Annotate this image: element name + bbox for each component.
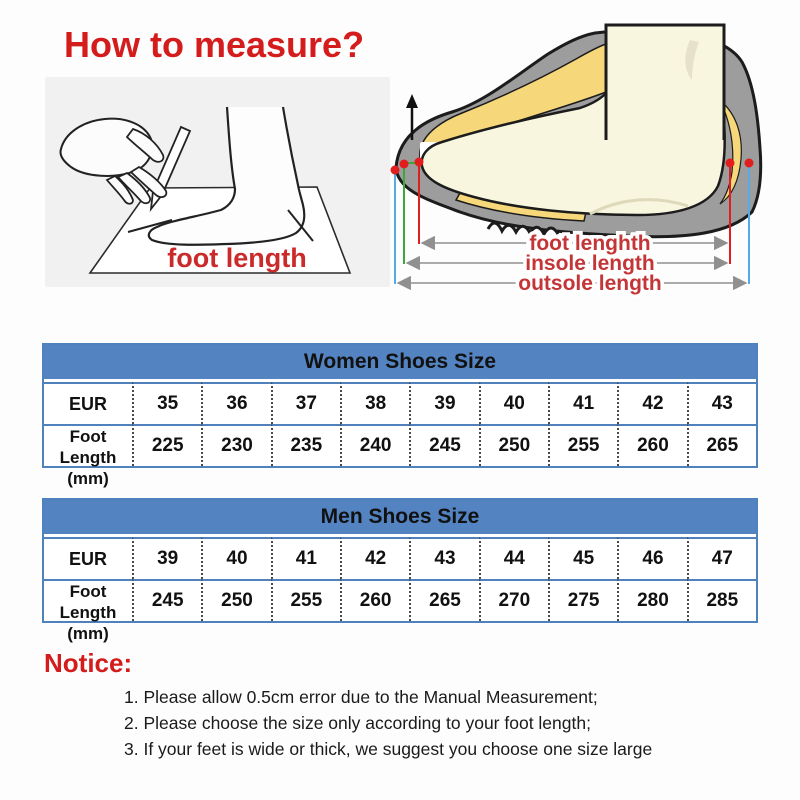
length-cell: 280 [617, 579, 686, 621]
length-cell: 265 [409, 579, 478, 621]
notice-list [124, 684, 652, 762]
row-header-line1: Foot Length [59, 582, 117, 622]
women-eur-row [44, 382, 756, 424]
foot-tracing-svg [45, 77, 390, 287]
outsole-length-label: outsole length [518, 272, 662, 295]
size-cell: 38 [340, 382, 409, 424]
men-eur-row [44, 537, 756, 579]
women-footlength-row [44, 424, 756, 466]
leg-shape [606, 25, 724, 140]
length-cell: 235 [271, 424, 340, 466]
size-cell: 41 [548, 382, 617, 424]
hand-illustration [60, 119, 166, 204]
length-cell: 250 [479, 424, 548, 466]
length-cell: 245 [409, 424, 478, 466]
size-cell: 44 [479, 537, 548, 579]
length-cell: 275 [548, 579, 617, 621]
length-cell: 255 [271, 579, 340, 621]
row-header-eur: EUR [44, 537, 132, 579]
length-cell: 260 [617, 424, 686, 466]
row-header-line1: Foot Length [59, 427, 117, 467]
notice-heading: Notice: [44, 648, 133, 678]
length-cell: 255 [548, 424, 617, 466]
foot-length-caption: foot length [167, 243, 307, 273]
length-cell: 250 [201, 579, 270, 621]
notice-item: 1. Please allow 0.5cm error due to the Manual Measurement; [124, 687, 598, 707]
size-cell: 39 [132, 537, 201, 579]
size-cell: 36 [201, 382, 270, 424]
row-header-line2: (mm) [67, 469, 109, 488]
length-cell: 285 [687, 579, 756, 621]
length-cell: 265 [687, 424, 756, 466]
men-table-title: Men Shoes Size [44, 500, 756, 537]
size-cell: 35 [132, 382, 201, 424]
row-header-foot-length [44, 579, 132, 643]
size-cell: 43 [687, 382, 756, 424]
shoe-cross-section-diagram [390, 0, 800, 300]
size-cell: 47 [687, 537, 756, 579]
size-cell: 40 [479, 382, 548, 424]
size-cell: 42 [340, 537, 409, 579]
men-footlength-row [44, 579, 756, 621]
length-cell: 245 [132, 579, 201, 621]
women-size-table [42, 343, 758, 488]
men-size-table [42, 498, 758, 643]
length-cell: 270 [479, 579, 548, 621]
insole-length-label: insole length [525, 252, 655, 275]
length-cell: 240 [340, 424, 409, 466]
length-cell: 225 [132, 424, 201, 466]
size-cell: 41 [271, 537, 340, 579]
row-header-foot-length [44, 424, 132, 488]
size-cell: 40 [201, 537, 270, 579]
size-cell: 42 [617, 382, 686, 424]
row-header-line2: (mm) [67, 624, 109, 643]
foot-tracing-illustration [45, 77, 390, 287]
size-cell: 46 [617, 537, 686, 579]
size-cell: 37 [271, 382, 340, 424]
size-cell: 43 [409, 537, 478, 579]
foot-length-label: foot lenghth [529, 232, 651, 255]
notice-item: 3. If your feet is wide or thick, we suggest you choose one size large [124, 739, 653, 759]
page-title: How to measure? [64, 24, 365, 65]
size-cell: 45 [548, 537, 617, 579]
size-cell: 39 [409, 382, 478, 424]
women-table-title: Women Shoes Size [44, 345, 756, 382]
length-cell: 260 [340, 579, 409, 621]
length-cell: 230 [201, 424, 270, 466]
row-header-eur: EUR [44, 382, 132, 424]
foot-outline [149, 107, 304, 245]
shoe-diagram-svg [390, 0, 800, 300]
notice-item: 2. Please choose the size only according to your foot length; [124, 713, 591, 733]
